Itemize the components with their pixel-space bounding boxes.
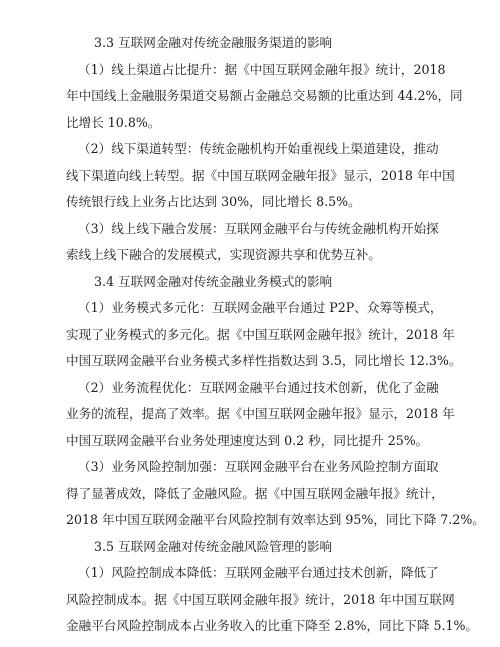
text-line: 传统银行线上业务占比达到 30%，同比增长 8.5%。 <box>66 194 361 209</box>
text-line: （1）风险控制成本降低：互联网金融平台通过技术创新，降低了 <box>78 565 439 580</box>
text-line: 比增长 10.8%。 <box>66 114 161 130</box>
text-line: 金融平台风险控制成本占业务收入的比重下降至 2.8%，同比下降 5.1%。 <box>66 618 479 633</box>
section-3-4 <box>66 269 485 534</box>
text-line: 2018 年中国互联网金融平台风险控制有效率达到 95%，同比下降 7.2%。 <box>66 512 485 527</box>
section-3-3 <box>66 30 462 269</box>
text-line: （1）业务模式多元化：互联网金融平台通过 P2P、众筹等模式， <box>78 300 443 315</box>
text-line: 实现了业务模式的多元化。据《中国互联网金融年报》统计，2018 年 <box>66 326 455 342</box>
text-line: （3）业务风险控制加强：互联网金融平台在业务风险控制方面取 <box>78 459 439 474</box>
text-line: 风险控制成本。据《中国互联网金融年报》统计，2018 年中国互联网 <box>66 591 455 607</box>
paragraph <box>66 295 462 375</box>
paragraph <box>66 216 462 269</box>
text-line: （2）线下渠道转型：传统金融机构开始重视线上渠道建设，推动 <box>78 141 439 156</box>
text-line: （2）业务流程优化：互联网金融平台通过技术创新，优化了金融 <box>78 379 439 395</box>
text-line: 中国互联网金融平台业务处理速度达到 0.2 秒，同比提升 25%。 <box>66 432 429 448</box>
text-line: 线下渠道向线上转型。据《中国互联网金融年报》显示，2018 年中国 <box>66 167 455 183</box>
text-line: 年中国线上金融服务渠道交易额占金融总交易额的比重达到 44.2%，同 <box>66 88 463 103</box>
paragraph <box>66 454 485 534</box>
section-heading: 3.5 互联网金融对传统金融风险管理的影响 <box>94 538 333 554</box>
section-3-5 <box>66 534 479 640</box>
paragraph <box>66 57 462 137</box>
text-line: 索线上线下融合的发展模式，实现资源共享和优势互补。 <box>66 247 381 262</box>
text-line: 得了显著成效，降低了金融风险。据《中国互联网金融年报》统计， <box>66 485 444 501</box>
section-heading: 3.3 互联网金融对传统金融服务渠道的影响 <box>94 35 333 50</box>
paragraph <box>66 136 462 216</box>
text-line: （1）线上渠道占比提升：据《中国互联网金融年报》统计，2018 <box>78 61 446 77</box>
paragraph <box>66 560 479 640</box>
text-line: （3）线上线下融合发展：互联网金融平台与传统金融机构开始探 <box>78 220 439 236</box>
paragraph <box>66 375 462 455</box>
text-line: 业务的流程，提高了效率。据《中国互联网金融年报》显示，2018 年 <box>66 406 455 421</box>
section-heading: 3.4 互联网金融对传统金融业务模式的影响 <box>94 273 333 289</box>
text-line: 中国互联网金融平台业务模式多样性指数达到 3.5，同比增长 12.3%。 <box>66 353 462 368</box>
